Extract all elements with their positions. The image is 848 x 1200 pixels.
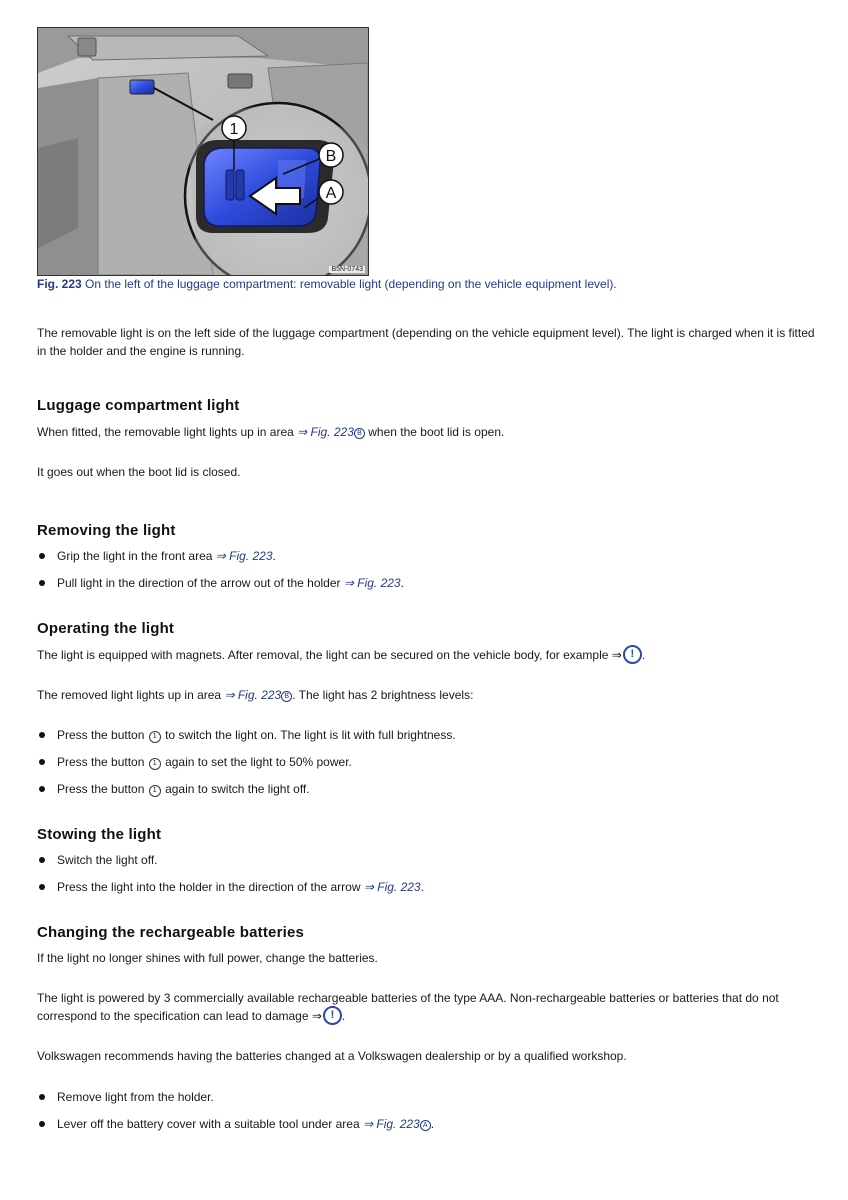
item-tail: to switch the light on. The light is lit with full brightness. — [161, 728, 456, 742]
item-tail: again to set the light to 50% power. — [161, 755, 352, 769]
item-text: Press the button — [57, 728, 148, 742]
item-tail: . — [272, 549, 276, 563]
luggage-p1-tail: when the boot lid is open. — [364, 425, 505, 439]
heading-stowing: Stowing the light — [37, 826, 162, 843]
item-text: Grip the light in the front area — [57, 549, 216, 563]
bullet — [39, 553, 45, 559]
caption-text: On the left of the luggage compartment: removable light (depending on the vehicle equipment level). — [85, 277, 617, 291]
bullet — [39, 732, 45, 738]
item-text: Lever off the battery cover with a suitable tool under area — [57, 1117, 363, 1131]
luggage-compartment-illustration — [38, 28, 368, 275]
item-tail: . — [430, 1117, 435, 1131]
callout-a-label: A — [325, 185, 337, 202]
operating-paragraph-2 — [37, 686, 817, 704]
operating-p2-tail: . The light has 2 brightness levels: — [292, 688, 474, 702]
batteries-paragraph-1: If the light no longer shines with full power, change the batteries. — [37, 951, 378, 965]
batteries-p2-line2-wrap — [37, 1007, 817, 1025]
item-text: Press the light into the holder in the direction of the arrow — [57, 880, 364, 894]
item-text: Press the button — [57, 755, 148, 769]
bullet — [39, 580, 45, 586]
batteries-p2-line2: correspond to the specification can lead to damage ⇒ — [37, 1009, 322, 1023]
fig-link[interactable]: ⇒ Fig. 223 — [363, 880, 421, 894]
figure-223 — [37, 27, 369, 276]
area-mark-a: A — [420, 1120, 431, 1131]
fig-link[interactable] — [297, 425, 365, 439]
button-1-symbol: 1 — [149, 731, 161, 743]
fig-link-text: ⇒ Fig. 223 — [297, 425, 354, 439]
batteries-paragraph-2 — [37, 989, 817, 1025]
item-tail: . — [400, 576, 404, 590]
caption-label: Fig. 223 — [37, 277, 82, 291]
item-text: Press the button — [57, 782, 148, 796]
item-text: Remove light from the holder. — [57, 1090, 214, 1104]
area-mark-b: B — [281, 691, 292, 702]
warning-icon[interactable]: ! — [323, 1006, 342, 1025]
fig-link[interactable] — [224, 688, 292, 702]
heading-operating: Operating the light — [37, 620, 175, 637]
luggage-p1-text: When fitted, the removable light lights up in area — [37, 425, 298, 439]
figure-caption — [37, 277, 617, 291]
button-1-symbol: 1 — [149, 785, 161, 797]
item-tail: . — [420, 880, 424, 894]
fig-link[interactable]: ⇒ Fig. 223 — [215, 549, 273, 563]
luggage-paragraph-2: It goes out when the boot lid is closed. — [37, 465, 241, 479]
operating-p1-text: The light is equipped with magnets. After removal, the light can be secured on the vehicle body, for example ⇒ — [37, 648, 622, 662]
bullet — [39, 884, 45, 890]
fig-link[interactable]: ⇒ Fig. 223 — [343, 576, 401, 590]
figure-code: B5N-0743 — [331, 266, 363, 273]
batteries-paragraph-3: Volkswagen recommends having the batteries changed at a Volkswagen dealership or by a qualified workshop. — [37, 1049, 627, 1063]
callout-b-label: B — [325, 148, 337, 165]
operating-p2-text: The removed light lights up in area — [37, 688, 225, 702]
fig-link[interactable] — [363, 1117, 431, 1131]
callout-1-label: 1 — [229, 121, 239, 138]
heading-luggage: Luggage compartment light — [37, 397, 240, 414]
intro-paragraph: The removable light is on the left side of the luggage compartment (depending on the vehicle equipment level). The light is charged when it is fitted in the holder and the engine is running. — [37, 326, 815, 358]
bullet — [39, 786, 45, 792]
fig-link-text: ⇒ Fig. 223 — [224, 688, 282, 702]
area-mark-b: B — [354, 428, 365, 439]
bullet — [39, 1094, 45, 1100]
item-tail: again to switch the light off. — [161, 782, 310, 796]
bullet — [39, 1121, 45, 1127]
luggage-paragraph-1 — [37, 423, 817, 441]
heading-removing: Removing the light — [37, 522, 176, 539]
operating-p1-tail: . — [641, 648, 646, 662]
warning-icon[interactable]: ! — [623, 645, 642, 664]
operating-paragraph-1 — [37, 646, 817, 664]
item-text: Switch the light off. — [57, 853, 158, 867]
button-1-symbol: 1 — [149, 758, 161, 770]
batteries-p2-line1: The light is powered by 3 commercially available rechargeable batteries of the type AAA. Non-rechargeable batteries or batteries that do not — [37, 991, 779, 1005]
bullet — [39, 857, 45, 863]
bullet — [39, 759, 45, 765]
heading-batteries: Changing the rechargeable batteries — [37, 924, 305, 941]
fig-link-text: ⇒ Fig. 223 — [362, 1117, 420, 1131]
batteries-p2-tail: . — [341, 1009, 346, 1023]
item-text: Pull light in the direction of the arrow out of the holder — [57, 576, 344, 590]
